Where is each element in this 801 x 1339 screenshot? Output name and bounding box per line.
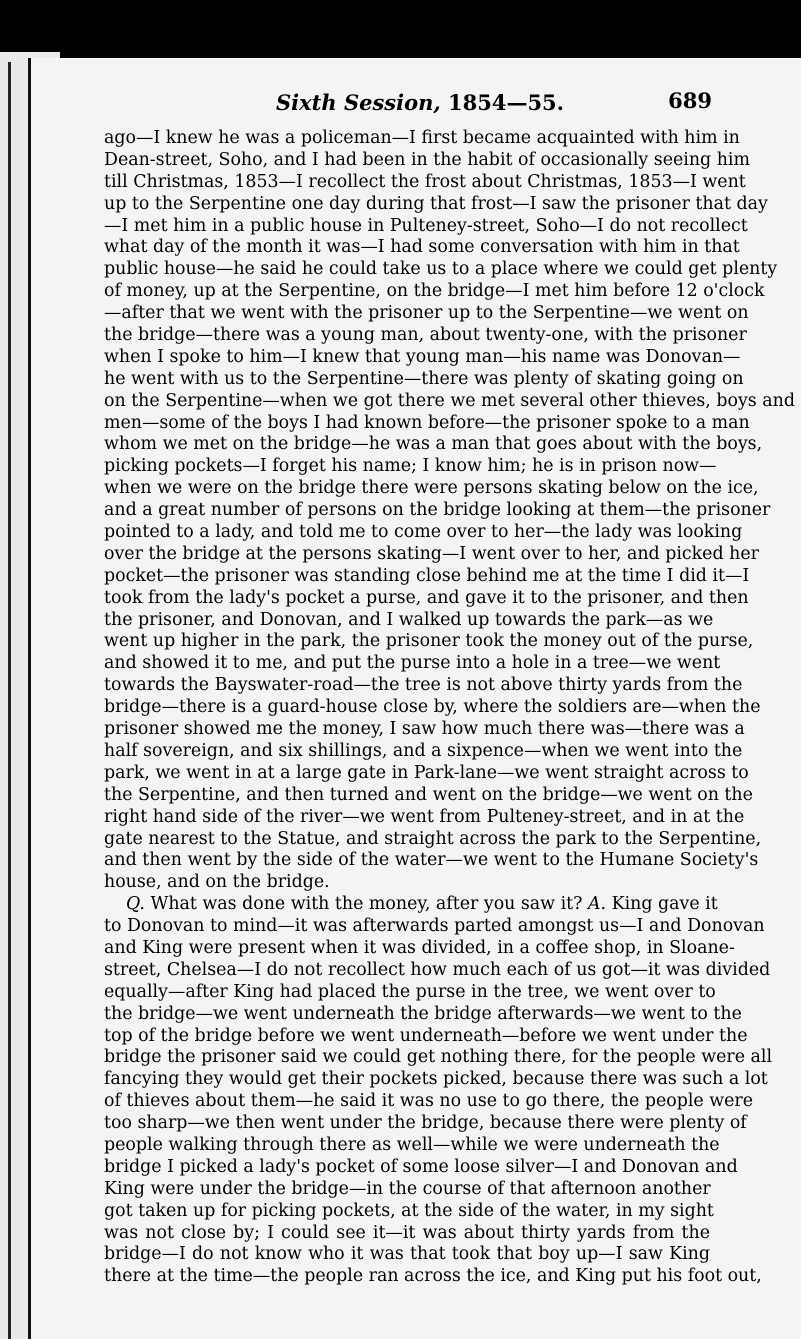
text-line: towards the Bayswater-road—the tree is not above thirty yards from the (104, 675, 743, 696)
session-title (276, 90, 564, 115)
text-line: and showed it to me, and put the purse into a hole in a tree—we went (104, 653, 721, 674)
text-line: what day of the month it was—I had some conversation with him in that (104, 237, 740, 258)
text-line: too sharp—we then went under the bridge, because there were plenty of (104, 1113, 747, 1134)
binding-edge (8, 62, 11, 1339)
text-line: the prisoner, and Donovan, and I walked up towards the park—as we (104, 609, 714, 630)
text-line: when we were on the bridge there were persons skating below on the ice, (104, 478, 759, 499)
text-line: took from the lady's pocket a purse, and gave it to the prisoner, and then (104, 587, 749, 608)
text-line: pointed to a lady, and told me to come over to her—the lady was looking (104, 522, 743, 543)
text-line: picking pockets—I forget his name; I know him; he is in prison now— (104, 456, 717, 477)
text-line: half sovereign, and six shillings, and a sixpence—when we went into the (104, 740, 743, 761)
answer-start: King gave it (611, 894, 718, 915)
text-line: bridge the prisoner said we could get nothing there, for the people were all (104, 1047, 773, 1068)
text-line: was not close by; I could see it—it was about thirty yards from the (104, 1222, 710, 1243)
answer-marker: A. (588, 894, 607, 915)
text-line: and then went by the side of the water—we went to the Humane Society's (104, 850, 759, 871)
text-line: King were under the bridge—in the course of that afternoon another (104, 1178, 711, 1199)
text-line: over the bridge at the persons skating—I went over to her, and picked her (104, 543, 759, 564)
text-line: right hand side of the river—we went from Pulteney-street, and in at the (104, 806, 745, 827)
text-line: up to the Serpentine one day during that frost—I saw the prisoner that day (104, 193, 768, 214)
text-line: ago—I knew he was a policeman—I first became acquainted with him in (104, 128, 740, 148)
text-line: the Serpentine, and then turned and went on the bridge—we went on the (104, 784, 753, 805)
text-line: bridge I picked a lady's pocket of some loose silver—I and Donovan and (104, 1156, 738, 1177)
text-line: top of the bridge before we went underneath—before we went under the (104, 1025, 748, 1046)
question-line (104, 894, 718, 916)
text-line: till Christmas, 1853—I recollect the frost about Christmas, 1853—I went (104, 171, 746, 192)
text-line: of thieves about them—he said it was no use to go there, the people were (104, 1091, 754, 1112)
text-line: gate nearest to the Statue, and straight across the park to the Serpentine, (104, 828, 762, 849)
text-line: pocket—the prisoner was standing close behind me at the time I did it—I (104, 565, 750, 586)
text-line: park, we went in at a large gate in Park-lane—we went straight across to (104, 762, 749, 783)
text-line: the bridge—there was a young man, about twenty-one, with the prisoner (104, 325, 747, 346)
text-line: of money, up at the Serpentine, on the bridge—I met him before 12 o'clock (104, 281, 765, 302)
text-line: there at the time—the people ran across the ice, and King put his foot out, (104, 1266, 762, 1287)
text-line: men—some of the boys I had known before—the prisoner spoke to a man (104, 412, 750, 433)
page-number: 689 (668, 88, 712, 113)
text-line: prisoner showed me the money, I saw how much there was—there was a (104, 719, 745, 740)
text-line: bridge—I do not know who it was that took that boy up—I saw King (104, 1244, 710, 1265)
text-line: he went with us to the Serpentine—there was plenty of skating going on (104, 368, 744, 389)
paragraph-2 (104, 916, 773, 1288)
text-line: equally—after King had placed the purse in the tree, we went over to (104, 981, 716, 1002)
session-years: 1854—55. (448, 90, 564, 115)
text-line: people walking through there as well—while we were underneath the (104, 1134, 720, 1155)
text-line: fancying they would get their pockets picked, because there was such a lot (104, 1069, 768, 1090)
text-line: house, and on the bridge. (104, 872, 330, 893)
text-line: street, Chelsea—I do not recollect how much each of us got—it was divided (104, 959, 771, 980)
text-line: bridge—there is a guard-house close by, where the soldiers are—when the (104, 697, 761, 718)
text-line: on the Serpentine—when we got there we met several other thieves, boys and (104, 390, 795, 411)
text-line: got taken up for picking pockets, at the side of the water, in my sight (104, 1200, 714, 1221)
running-header (100, 86, 712, 122)
text-line: and King were present when it was divided, in a coffee shop, in Sloane- (104, 937, 735, 958)
text-line: —after that we went with the prisoner up to the Serpentine—we went on (104, 303, 749, 324)
paragraph-1 (104, 128, 795, 894)
testimony-text (104, 128, 795, 1288)
text-line: went up higher in the park, the prisoner took the money out of the purse, (104, 631, 754, 652)
text-line: public house—he said he could take us to a place where we could get plenty (104, 259, 778, 280)
text-line: and a great number of persons on the bridge looking at them—the prisoner (104, 500, 771, 521)
text-line: —I met him in a public house in Pulteney-street, Soho—I do not recollect (104, 215, 748, 236)
question-text: What was done with the money, after you saw it? (150, 894, 583, 915)
text-line: when I spoke to him—I knew that young man—his name was Donovan— (104, 346, 741, 367)
text-line: whom we met on the bridge—he was a man that goes about with the boys, (104, 434, 763, 455)
text-line: to Donovan to mind—it was afterwards parted amongst us—I and Donovan (104, 916, 765, 937)
text-line: Dean-street, Soho, and I had been in the habit of occasionally seeing him (104, 149, 750, 170)
session-title-text: Sixth Session, (276, 90, 441, 115)
text-line: the bridge—we went underneath the bridge afterwards—we went to the (104, 1003, 742, 1024)
question-marker: Q. (126, 894, 145, 915)
